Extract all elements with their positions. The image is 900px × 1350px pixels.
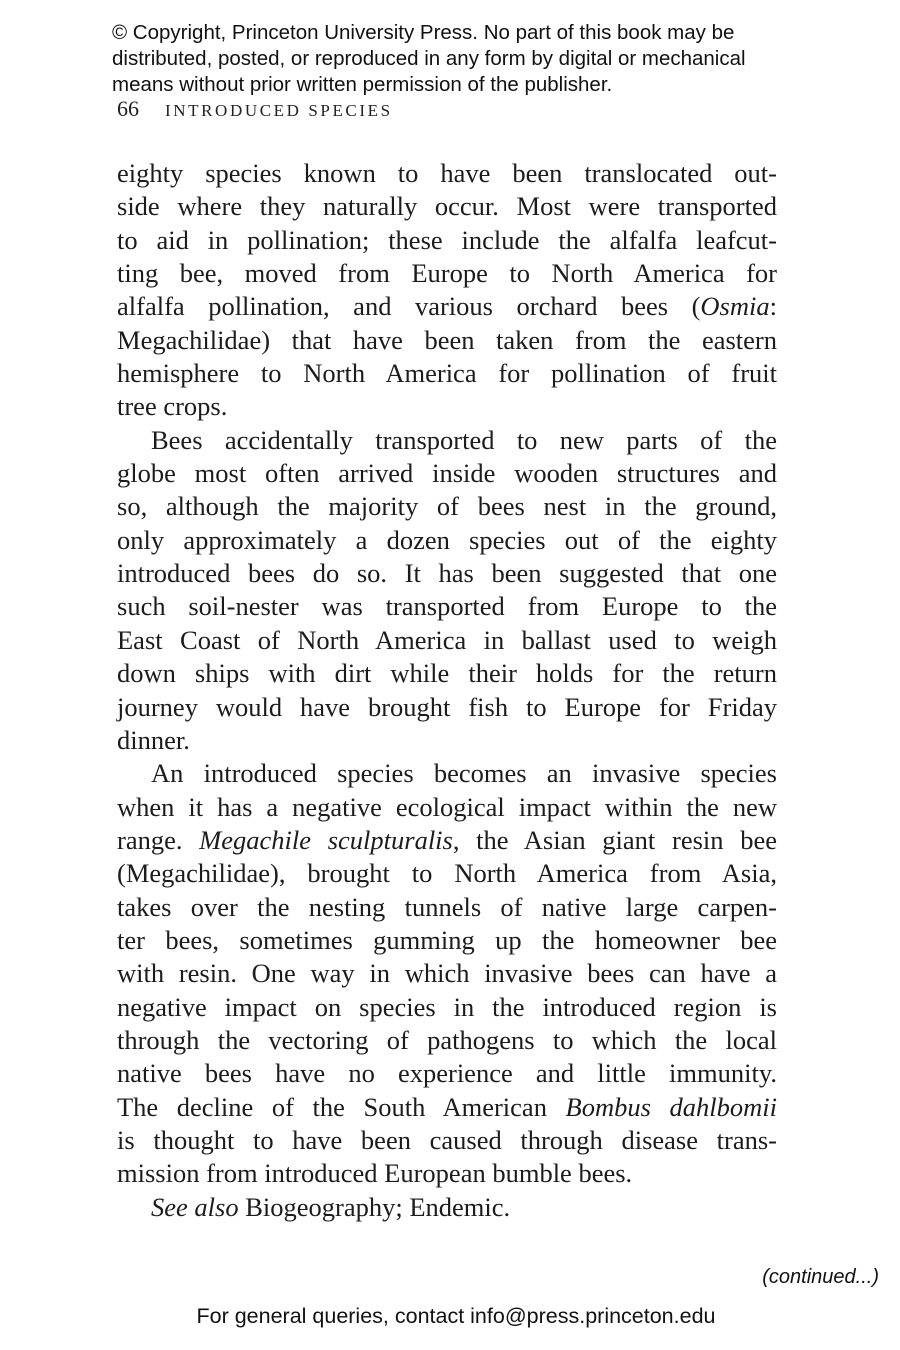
italic-species: Bombus dahlbomii — [565, 1091, 777, 1122]
see-also-label: See also — [151, 1191, 239, 1222]
text-line: globe most often arrived inside wooden structures and — [117, 458, 777, 489]
copyright-line: means without prior written permission of the publisher. — [112, 73, 613, 96]
text-line: mission from introduced European bumble bees. — [117, 1158, 633, 1189]
see-also — [117, 1191, 777, 1224]
text-line: ting bee, moved from Europe to North America for — [117, 258, 777, 289]
text-line: The decline of the South American Bombus dahlbomii — [117, 1091, 777, 1122]
text-line: ter bees, sometimes gumming up the homeowner bee — [117, 924, 777, 955]
text-line: so, although the majority of bees nest in the ground, — [117, 491, 777, 522]
text-line: dinner. — [117, 724, 190, 755]
italic-species: Megachile sculpturalis — [199, 824, 453, 855]
text-line: to aid in pollination; these include the alfalfa leafcut- — [117, 224, 777, 255]
text-line: through the vectoring of pathogens to which the local — [117, 1024, 777, 1055]
text-line: when it has a negative ecological impact within the new — [117, 791, 777, 822]
body-text — [117, 157, 777, 1224]
copyright-line: distributed, posted, or reproduced in any form by digital or mechanical — [112, 47, 746, 70]
copyright-line: © Copyright, Princeton University Press. No part of this book may be — [112, 21, 735, 44]
text-line: down ships with dirt while their holds for the return — [117, 658, 777, 689]
text-line: alfalfa pollination, and various orchard bees (Osmia: — [117, 291, 777, 322]
text-line: eighty species known to have been translocated out- — [117, 158, 777, 188]
text-line: side where they naturally occur. Most were transported — [117, 191, 777, 222]
see-also-text: Biogeography; Endemic. — [238, 1191, 511, 1222]
text-line: journey would have brought fish to Europe for Friday — [117, 691, 777, 722]
text-line: An introduced species becomes an invasive species — [151, 758, 777, 789]
text-line: such soil-nester was transported from Europe to the — [117, 591, 777, 622]
text-line: range. Megachile sculpturalis, the Asian giant resin bee — [117, 824, 777, 855]
text-line: takes over the nesting tunnels of native large carpen- — [117, 891, 777, 922]
text-line: introduced bees do so. It has been suggested that one — [117, 558, 777, 589]
text-line: tree crops. — [117, 391, 228, 422]
text-line: (Megachilidae), brought to North America from Asia, — [117, 858, 777, 889]
text-line: East Coast of North America in ballast used to weigh — [117, 624, 777, 655]
text-line: is thought to have been caused through disease trans- — [117, 1124, 777, 1155]
copyright-notice — [112, 20, 812, 98]
section-title: INTRODUCED SPECIES — [165, 101, 393, 120]
text-line: negative impact on species in the introduced region is — [117, 991, 777, 1022]
text-line: native bees have no experience and little immunity. — [117, 1058, 777, 1089]
italic-genus: Osmia — [700, 291, 770, 322]
continued-note: (continued...) — [762, 1266, 879, 1288]
text-line: hemisphere to North America for pollination of fruit — [117, 358, 777, 389]
text-line: Bees accidentally transported to new parts of the — [151, 424, 777, 455]
text-line: Megachilidae) that have been taken from the eastern — [117, 324, 777, 355]
text-line: with resin. One way in which invasive bees can have a — [117, 958, 777, 989]
text-line: only approximately a dozen species out of the eighty — [117, 524, 777, 555]
footer-contact: For general queries, contact info@press.princeton.edu — [196, 1304, 716, 1328]
running-head — [117, 96, 393, 122]
page-number: 66 — [117, 96, 139, 121]
